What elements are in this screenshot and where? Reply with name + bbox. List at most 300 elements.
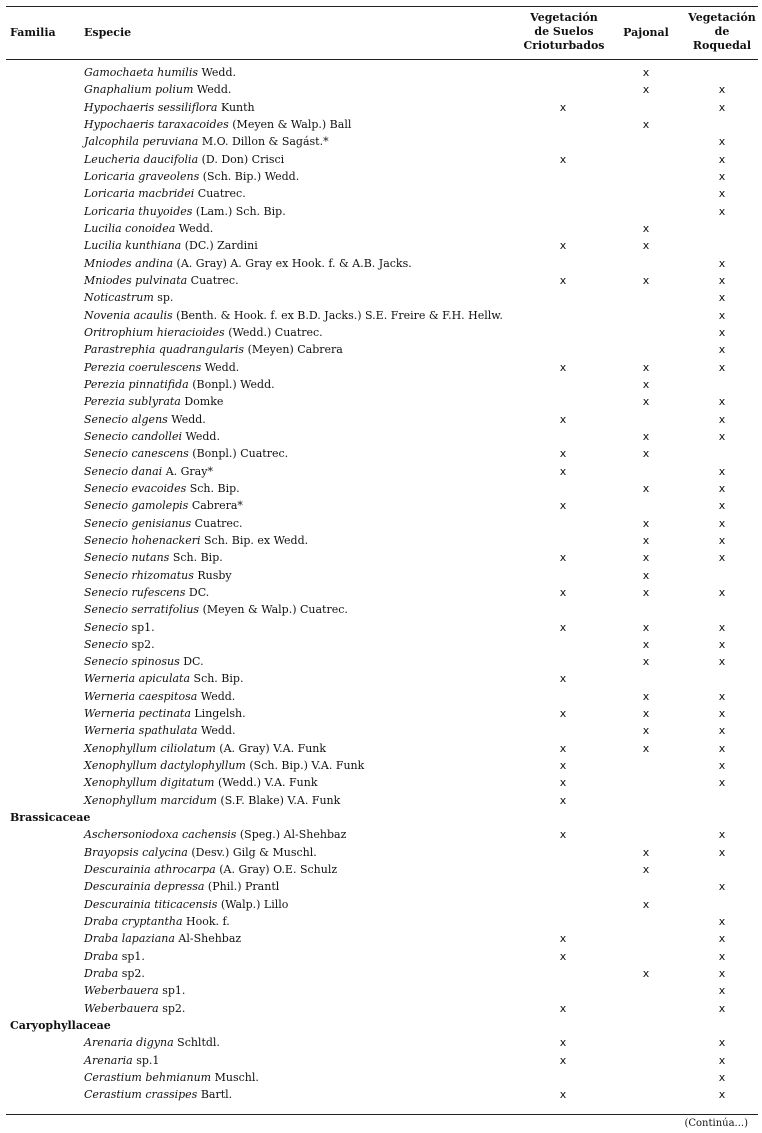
species-genus-epithet: Noticastrum — [84, 291, 154, 305]
species-author: (Meyen & Walp.) Ball — [228, 117, 352, 131]
mark-pajonal: x — [642, 360, 650, 374]
species-author: Cuatrec. — [191, 516, 243, 530]
species-genus-epithet: Descurainia depressa — [84, 880, 205, 894]
species-genus-epithet: Draba lapaziana — [84, 932, 175, 946]
species-author: (Bonpl.) Wedd. — [188, 377, 275, 391]
species-genus-epithet: Parastrephia quadrangularis — [84, 343, 245, 357]
mark-roquedal: x — [718, 620, 726, 634]
species-name — [84, 64, 236, 81]
mark-roquedal: x — [718, 880, 726, 894]
table-row — [0, 965, 762, 982]
table-row — [0, 740, 762, 757]
species-genus-epithet: Draba cryptantha — [84, 915, 183, 929]
species-genus-epithet: Senecio hohenackeri — [84, 533, 201, 547]
mark-suelos-crioturbados: x — [559, 793, 567, 807]
mark-suelos-crioturbados: x — [559, 776, 567, 790]
mark-suelos-crioturbados: x — [559, 412, 567, 426]
species-name — [84, 497, 243, 514]
table-row — [0, 705, 762, 722]
species-genus-epithet: Xenophyllum digitatum — [84, 776, 215, 790]
species-genus-epithet: Cerastium behmianum — [84, 1071, 212, 1085]
table-row — [0, 774, 762, 791]
species-name — [84, 619, 155, 636]
table-row — [0, 878, 762, 895]
header-col1-line: Vegetación — [530, 11, 598, 24]
mark-roquedal: x — [718, 724, 726, 738]
species-author: Wedd. — [175, 221, 214, 235]
table-row — [0, 896, 762, 913]
mark-suelos-crioturbados: x — [559, 828, 567, 842]
table-row — [0, 619, 762, 636]
species-author: (Meyen & Walp.) Cuatrec. — [199, 603, 348, 617]
mark-roquedal: x — [718, 464, 726, 478]
species-author: (Bonpl.) Cuatrec. — [188, 447, 289, 461]
table-body — [0, 64, 762, 1104]
species-author: (Walp.) Lillo — [217, 897, 289, 911]
species-name — [84, 740, 326, 757]
species-genus-epithet: Arenaria — [84, 1053, 133, 1067]
table-row — [0, 515, 762, 532]
mark-suelos-crioturbados: x — [559, 759, 567, 773]
mark-roquedal: x — [718, 637, 726, 651]
table-top-rule — [6, 6, 758, 7]
species-author: A. Gray* — [162, 464, 213, 478]
species-name — [84, 636, 155, 653]
mark-roquedal: x — [718, 551, 726, 565]
species-name — [84, 965, 145, 982]
mark-pajonal: x — [642, 481, 650, 495]
mark-roquedal: x — [718, 325, 726, 339]
species-genus-epithet: Mniodes andina — [84, 256, 174, 270]
species-genus-epithet: Werneria spathulata — [84, 724, 198, 738]
mark-roquedal: x — [718, 932, 726, 946]
mark-roquedal: x — [718, 187, 726, 201]
species-name — [84, 688, 235, 705]
species-name — [84, 515, 243, 532]
mark-roquedal: x — [718, 481, 726, 495]
species-genus-epithet: Leucheria daucifolia — [84, 152, 199, 166]
mark-pajonal: x — [642, 741, 650, 755]
species-author: Sch. Bip. — [186, 481, 240, 495]
table-row — [0, 792, 762, 809]
species-genus-epithet: Lucilia conoidea — [84, 221, 176, 235]
species-author: Kunth — [217, 100, 255, 114]
mark-suelos-crioturbados: x — [559, 672, 567, 686]
species-author: DC. — [185, 585, 210, 599]
species-genus-epithet: Draba — [84, 949, 119, 963]
species-author: sp2. — [158, 1001, 186, 1015]
mark-roquedal: x — [718, 273, 726, 287]
species-name — [84, 81, 231, 98]
species-name — [84, 289, 173, 306]
species-name — [84, 480, 240, 497]
table-row — [0, 1086, 762, 1103]
species-genus-epithet: Senecio genisianus — [84, 516, 192, 530]
table-row — [0, 203, 762, 220]
species-name — [84, 757, 364, 774]
table-row — [0, 1052, 762, 1069]
table-row — [0, 567, 762, 584]
mark-pajonal: x — [642, 967, 650, 981]
species-genus-epithet: Loricaria graveolens — [84, 169, 200, 183]
mark-roquedal: x — [718, 343, 726, 357]
mark-suelos-crioturbados: x — [559, 1036, 567, 1050]
table-row — [0, 913, 762, 930]
species-author: sp2. — [118, 967, 145, 981]
table-row — [0, 861, 762, 878]
header-familia: Familia — [10, 26, 56, 39]
table-row — [0, 341, 762, 358]
species-name — [84, 359, 239, 376]
family-name: Caryophyllaceae — [10, 1019, 111, 1033]
species-name — [84, 1000, 185, 1017]
mark-pajonal: x — [642, 689, 650, 703]
mark-pajonal: x — [642, 637, 650, 651]
mark-suelos-crioturbados: x — [559, 360, 567, 374]
family-row — [0, 1017, 762, 1034]
table-row — [0, 670, 762, 687]
species-name — [84, 584, 209, 601]
mark-suelos-crioturbados: x — [559, 239, 567, 253]
species-name — [84, 705, 246, 722]
species-author: (Meyen) Cabrera — [244, 343, 343, 357]
header-col3-line: Roquedal — [692, 39, 752, 52]
species-name — [84, 722, 236, 739]
mark-suelos-crioturbados: x — [559, 949, 567, 963]
species-name — [84, 220, 213, 237]
species-author: Cuatrec. — [187, 273, 239, 287]
table-row — [0, 1034, 762, 1051]
species-genus-epithet: Aschersoniodoxa cachensis — [84, 828, 237, 842]
table-row — [0, 133, 762, 150]
species-genus-epithet: Jalcophila peruviana — [84, 135, 199, 149]
mark-pajonal: x — [642, 395, 650, 409]
mark-roquedal: x — [718, 845, 726, 859]
table-row — [0, 289, 762, 306]
species-author: (Desv.) Gilg & Muschl. — [187, 845, 317, 859]
species-author: (A. Gray) V.A. Funk — [215, 741, 327, 755]
species-genus-epithet: Werneria caespitosa — [84, 689, 198, 703]
mark-roquedal: x — [718, 169, 726, 183]
mark-roquedal: x — [718, 83, 726, 97]
mark-suelos-crioturbados: x — [559, 741, 567, 755]
species-genus-epithet: Perezia coerulescens — [84, 360, 202, 374]
species-genus-epithet: Novenia acaulis — [84, 308, 173, 322]
mark-roquedal: x — [718, 1053, 726, 1067]
species-author: (Wedd.) Cuatrec. — [224, 325, 323, 339]
table-row — [0, 844, 762, 861]
species-author: Domke — [180, 395, 224, 409]
mark-pajonal: x — [642, 620, 650, 634]
mark-pajonal: x — [642, 533, 650, 547]
species-name — [84, 116, 351, 133]
table-bottom-rule — [6, 1114, 758, 1115]
species-genus-epithet: Xenophyllum ciliolatum — [84, 741, 216, 755]
mark-roquedal: x — [718, 1036, 726, 1050]
mark-roquedal: x — [718, 655, 726, 669]
table-row — [0, 757, 762, 774]
species-author: sp. — [153, 291, 174, 305]
species-genus-epithet: Senecio evacoides — [84, 481, 187, 495]
mark-roquedal: x — [718, 395, 726, 409]
table-row — [0, 497, 762, 514]
species-author: sp1. — [118, 949, 145, 963]
species-name — [84, 376, 275, 393]
species-author: M.O. Dillon & Sagást.* — [198, 135, 329, 149]
species-author: (Wedd.) V.A. Funk — [214, 776, 318, 790]
species-name — [84, 463, 213, 480]
species-name — [84, 393, 223, 410]
mark-roquedal: x — [718, 915, 726, 929]
mark-pajonal: x — [642, 551, 650, 565]
mark-pajonal: x — [642, 568, 650, 582]
species-genus-epithet: Weberbauera — [84, 1001, 159, 1015]
table-row — [0, 1069, 762, 1086]
species-genus-epithet: Senecio serratifolius — [84, 603, 200, 617]
species-name — [84, 532, 308, 549]
species-author: Wedd. — [198, 66, 236, 79]
mark-roquedal: x — [718, 828, 726, 842]
species-author: Muschl. — [211, 1071, 259, 1085]
mark-roquedal: x — [718, 429, 726, 443]
table-row — [0, 185, 762, 202]
mark-pajonal: x — [642, 707, 650, 721]
header-col1-line: de Suelos — [534, 25, 594, 38]
species-genus-epithet: Senecio nutans — [84, 551, 170, 565]
species-author: sp1. — [127, 620, 155, 634]
species-name — [84, 203, 286, 220]
species-genus-epithet: Descurainia titicacensis — [84, 897, 218, 911]
species-genus-epithet: Descurainia athrocarpa — [84, 863, 216, 877]
mark-pajonal: x — [642, 845, 650, 859]
header-pajonal: Pajonal — [623, 26, 669, 39]
species-author: Bartl. — [197, 1088, 233, 1102]
mark-pajonal: x — [642, 429, 650, 443]
family-row — [0, 809, 762, 826]
species-genus-epithet: Perezia sublyrata — [84, 395, 181, 409]
species-name — [84, 341, 343, 358]
mark-suelos-crioturbados: x — [559, 447, 567, 461]
mark-pajonal: x — [642, 273, 650, 287]
species-name — [84, 133, 329, 150]
header-col3-line: Vegetación — [688, 11, 756, 24]
mark-roquedal: x — [718, 533, 726, 547]
species-genus-epithet: Xenophyllum marcidum — [84, 793, 217, 807]
mark-suelos-crioturbados: x — [559, 152, 567, 166]
species-name — [84, 168, 299, 185]
table-row — [0, 272, 762, 289]
species-genus-epithet: Senecio algens — [84, 412, 168, 426]
species-name — [84, 792, 340, 809]
mark-roquedal: x — [718, 412, 726, 426]
species-genus-epithet: Lucilia kunthiana — [84, 239, 182, 253]
species-name — [84, 653, 204, 670]
table-row — [0, 359, 762, 376]
mark-roquedal: x — [718, 256, 726, 270]
mark-suelos-crioturbados: x — [559, 585, 567, 599]
species-author: (Lam.) Sch. Bip. — [192, 204, 286, 218]
species-author: (Benth. & Hook. f. ex B.D. Jacks.) S.E. Freire & F.H. Hellw. — [172, 308, 503, 322]
table-row — [0, 445, 762, 462]
species-name — [84, 151, 284, 168]
species-genus-epithet: Senecio danai — [84, 464, 163, 478]
species-genus-epithet: Senecio — [84, 637, 128, 651]
table-row — [0, 480, 762, 497]
mark-pajonal: x — [642, 655, 650, 669]
species-name — [84, 255, 412, 272]
family-name: Brassicaceae — [10, 811, 91, 825]
species-genus-epithet: Senecio candollei — [84, 429, 182, 443]
species-genus-epithet: Hypochaeris taraxacoides — [84, 117, 229, 131]
mark-roquedal: x — [718, 689, 726, 703]
mark-pajonal: x — [642, 66, 650, 79]
table-row — [0, 428, 762, 445]
species-genus-epithet: Weberbauera — [84, 984, 159, 998]
species-author: (D. Don) Crisci — [198, 152, 285, 166]
species-genus-epithet: Senecio gamolepis — [84, 499, 189, 513]
mark-pajonal: x — [642, 863, 650, 877]
mark-roquedal: x — [718, 1001, 726, 1015]
mark-suelos-crioturbados: x — [559, 499, 567, 513]
species-name — [84, 878, 279, 895]
species-genus-epithet: Loricaria macbridei — [84, 187, 195, 201]
species-name — [84, 861, 337, 878]
species-name — [84, 445, 288, 462]
header-bottom-rule — [6, 59, 758, 60]
mark-roquedal: x — [718, 967, 726, 981]
table-row — [0, 220, 762, 237]
species-author: (Phil.) Prantl — [204, 880, 280, 894]
mark-suelos-crioturbados: x — [559, 100, 567, 114]
species-genus-epithet: Senecio spinosus — [84, 655, 180, 669]
species-author: Wedd. — [197, 724, 236, 738]
mark-suelos-crioturbados: x — [559, 1088, 567, 1102]
species-name — [84, 670, 243, 687]
species-author: Sch. Bip. — [190, 672, 244, 686]
species-name — [84, 237, 258, 254]
mark-pajonal: x — [642, 221, 650, 235]
species-author: Cuatrec. — [194, 187, 246, 201]
species-name — [84, 982, 185, 999]
mark-roquedal: x — [718, 759, 726, 773]
mark-suelos-crioturbados: x — [559, 707, 567, 721]
mark-roquedal: x — [718, 308, 726, 322]
table-row — [0, 653, 762, 670]
species-name — [84, 1069, 259, 1086]
table-row — [0, 982, 762, 999]
species-genus-epithet: Werneria pectinata — [84, 707, 191, 721]
species-author: (Sch. Bip.) V.A. Funk — [245, 759, 365, 773]
mark-roquedal: x — [718, 152, 726, 166]
species-genus-epithet: Brayopsis calycina — [84, 845, 188, 859]
table-row — [0, 255, 762, 272]
species-author: (A. Gray) A. Gray ex Hook. f. & A.B. Jacks. — [173, 256, 412, 270]
mark-suelos-crioturbados: x — [559, 1053, 567, 1067]
table-row — [0, 930, 762, 947]
species-name — [84, 549, 223, 566]
table-row — [0, 549, 762, 566]
species-author: Wedd. — [181, 429, 220, 443]
table-row — [0, 64, 762, 81]
species-author: (S.F. Blake) V.A. Funk — [216, 793, 341, 807]
mark-suelos-crioturbados: x — [559, 932, 567, 946]
species-genus-epithet: Werneria apiculata — [84, 672, 191, 686]
mark-pajonal: x — [642, 447, 650, 461]
mark-pajonal: x — [642, 724, 650, 738]
mark-pajonal: x — [642, 377, 650, 391]
species-name — [84, 99, 255, 116]
table-row — [0, 307, 762, 324]
species-genus-epithet: Senecio canescens — [84, 447, 189, 461]
species-name — [84, 1034, 220, 1051]
mark-pajonal: x — [642, 897, 650, 911]
table-row — [0, 1000, 762, 1017]
table-row — [0, 688, 762, 705]
table-row — [0, 948, 762, 965]
species-author: (DC.) Zardini — [181, 239, 258, 253]
species-author: Wedd. — [197, 689, 236, 703]
table-row — [0, 116, 762, 133]
species-author: Hook. f. — [182, 915, 230, 929]
mark-roquedal: x — [718, 741, 726, 755]
species-author: Sch. Bip. ex Wedd. — [200, 533, 309, 547]
species-genus-epithet: Gnaphalium polium — [84, 83, 194, 97]
species-name — [84, 567, 232, 584]
species-author: Cabrera* — [188, 499, 243, 513]
mark-roquedal: x — [718, 516, 726, 530]
header-col1-line: Crioturbados — [523, 39, 605, 52]
mark-roquedal: x — [718, 291, 726, 305]
species-name — [84, 826, 346, 843]
species-author: sp1. — [158, 984, 186, 998]
mark-roquedal: x — [718, 949, 726, 963]
mark-suelos-crioturbados: x — [559, 464, 567, 478]
table-row — [0, 237, 762, 254]
mark-roquedal: x — [718, 776, 726, 790]
species-name — [84, 601, 348, 618]
mark-roquedal: x — [718, 707, 726, 721]
species-genus-epithet: Draba — [84, 967, 119, 981]
table-row — [0, 463, 762, 480]
species-author: Wedd. — [201, 360, 240, 374]
species-name — [84, 774, 317, 791]
species-genus-epithet: Arenaria digyna — [84, 1036, 174, 1050]
species-author: DC. — [179, 655, 204, 669]
species-author: (A. Gray) O.E. Schulz — [215, 863, 338, 877]
species-genus-epithet: Oritrophium hieracioides — [84, 325, 225, 339]
species-author: Wedd. — [193, 83, 232, 97]
table-row — [0, 826, 762, 843]
species-genus-epithet: Hypochaeris sessiliflora — [84, 100, 218, 114]
mark-suelos-crioturbados: x — [559, 273, 567, 287]
mark-suelos-crioturbados: x — [559, 551, 567, 565]
species-name — [84, 1086, 232, 1103]
header-especie: Especie — [84, 26, 132, 39]
species-author: Sch. Bip. — [169, 551, 223, 565]
table-row — [0, 722, 762, 739]
species-author: sp2. — [127, 637, 155, 651]
species-genus-epithet: Xenophyllum dactylophyllum — [84, 759, 246, 773]
header-roquedal — [684, 11, 760, 53]
species-name — [84, 913, 230, 930]
table-row — [0, 376, 762, 393]
mark-roquedal: x — [718, 135, 726, 149]
species-author: (Sch. Bip.) Wedd. — [199, 169, 300, 183]
species-genus-epithet: Loricaria thuyoides — [84, 204, 193, 218]
species-name — [84, 272, 239, 289]
continued-note: (Continúa...) — [684, 1118, 748, 1129]
mark-roquedal: x — [718, 1071, 726, 1085]
